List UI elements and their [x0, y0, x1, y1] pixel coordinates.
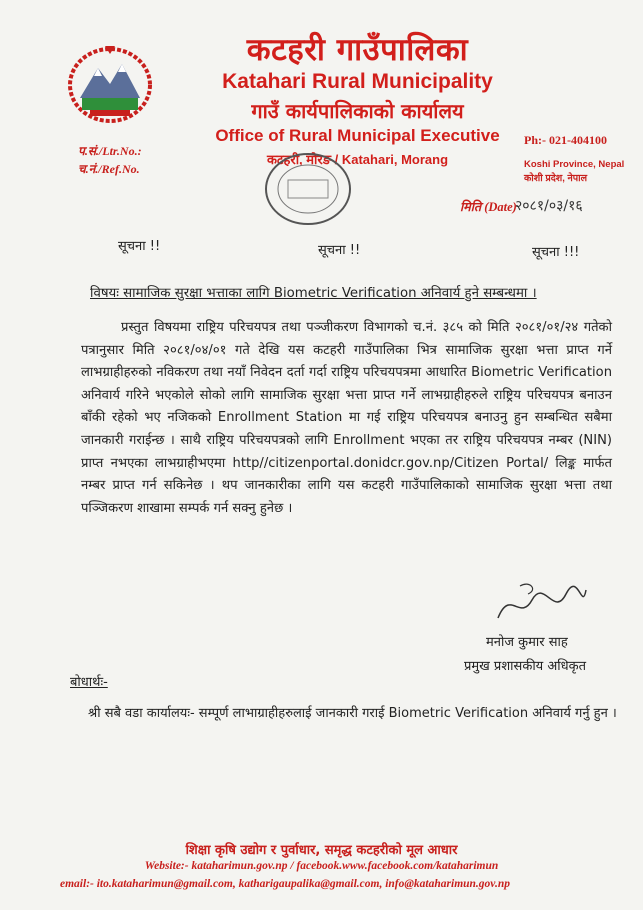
signature-icon: [490, 578, 590, 630]
phone-number: Ph:- 021-404100: [524, 133, 607, 147]
notice-heading-3: सूचना !!!: [532, 245, 580, 260]
notice-heading-2: सूचना !!: [318, 243, 361, 258]
office-address: कटहरी, मोरङ / Katahari, Morang: [266, 152, 449, 167]
office-title-en: Office of Rural Municipal Executive: [215, 126, 500, 145]
notice-heading-1: सूचना !!: [118, 239, 161, 254]
date-label: मिति (Date): [460, 200, 517, 214]
cc-text: श्री सबै वडा कार्यालयः- सम्पूर्ण लाभाग्राहीहरुलाई जानकारी गराई Biometric Verification अनिवार्य गर्नु हुन ।: [88, 706, 617, 721]
municipality-title-np: कटहरी गाउँपालिका: [246, 32, 469, 68]
body-paragraph: प्रस्तुत विषयमा राष्ट्रिय परिचयपत्र तथा पञ्जीकरण विभागको च.नं. ३८५ को मिति २०८१/०१/२४ गतेको पत्रानुसार मिति २०८१/०४/०१ गते देखि यस कटहरी गाउँपालिका भित्र सामाजिक सुरक्षा भत्ता प्राप्त गर्ने लाभग्राहीहरुको नविकरण तथा नयाँ निवेदन दर्ता गर्दा राष्ट्रिय परिचयपत्रमा आधारित Biometric Verification अनिवार्य गरिने भएकोले सोको लागि सामाजिक सुरक्षा भत्ता प्राप्त गर्ने लाभग्राहीहरुले राष्ट्रिय परिचयपत्र बनाउन बाँकी रहेको भए नजिकको Enrollment Station मा गई राष्ट्रिय परिचयपत्र बनाउनु हुन सम्बन्धित सबैमा जानकारी गराईन्छ । साथै राष्ट्रिय परिचयपत्रको लागि Enrollment भएका तर राष्ट्रिय परिचयपत्र नम्बर (NIN) प्राप्त नभएका लाभग्राहीभएमा http//citizenportal.donidcr.gov.np/Citizen Portal/ लिङ्क मार्फत नम्बर प्राप्त गर्न सकिनेछ । थप जानकारीका लागि यस कटहरी गाउँपालिकाको सामाजिक सुरक्षा भत्ता तथा पञ्जिकरण शाखामा सम्पर्क गर्न सक्नु हुनेछ ।: [81, 320, 612, 516]
nepal-emblem-icon: [60, 40, 160, 125]
municipality-title-en: Katahari Rural Municipality: [222, 70, 493, 93]
subject-line: विषयः सामाजिक सुरक्षा भत्ताका लागि Biometric Verification अनिवार्य हुने सम्बन्धमा ।: [90, 286, 537, 301]
footer-email: email:- ito.kataharimun@gmail.com, katharigaupalika@gmail.com, info@kataharimun.gov.np: [60, 878, 510, 890]
province-np: कोशी प्रदेश, नेपाल: [524, 173, 588, 184]
office-title-np: गाउँ कार्यपालिकाको कार्यालय: [251, 99, 464, 123]
date-value: २०८१/०३/१६: [515, 198, 583, 214]
signatory-name: मनोज कुमार साह: [486, 635, 568, 650]
footer-motto: शिक्षा कृषि उद्योग र पुर्वाधार, समृद्ध कटहरीको मूल आधार: [185, 843, 458, 858]
reference-number-label: च.नं./Ref.No.: [78, 162, 140, 176]
letter-number-label: प.सं./Ltr.No.:: [78, 144, 142, 158]
cc-label: बोधार्थः-: [70, 675, 108, 690]
office-stamp-icon: [262, 150, 354, 228]
footer-website: Website:- kataharimun.gov.np / facebook.www.facebook.com/kataharimun: [144, 860, 499, 872]
signatory-title: प्रमुख प्रशासकीय अधिकृत: [464, 659, 587, 674]
province-en: Koshi Province, Nepal: [524, 159, 625, 170]
letter-body: [81, 317, 612, 520]
